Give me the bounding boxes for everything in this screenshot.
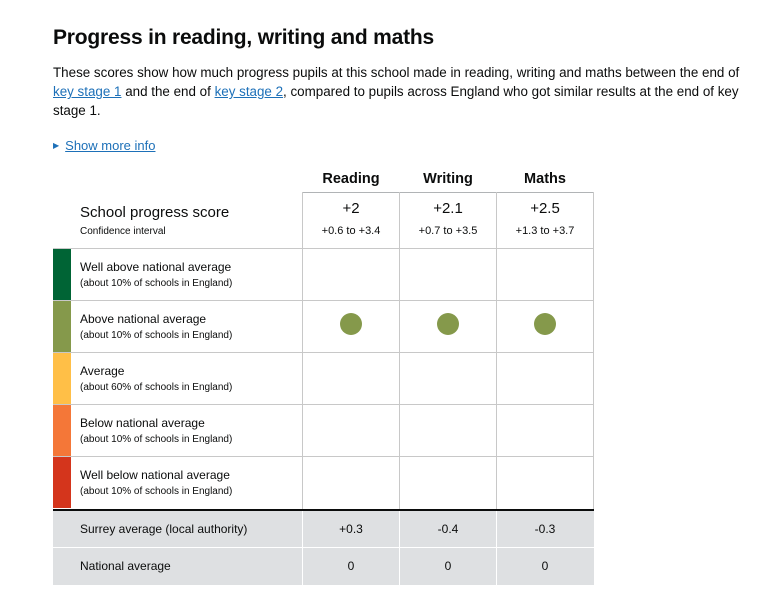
row-divider — [53, 352, 594, 353]
intro-text-1: These scores show how much progress pupils at this school made in reading, writing and maths between the end of — [53, 65, 740, 80]
column-divider — [302, 192, 303, 510]
column-divider — [302, 548, 303, 585]
column-header-reading: Reading — [322, 171, 380, 187]
key-stage-2-link[interactable]: key stage 2 — [214, 84, 284, 99]
band-swatch-above — [53, 301, 71, 352]
reading-confidence-interval: +0.6 to +3.4 — [321, 225, 381, 237]
intro-text-2: and the end of — [121, 84, 215, 99]
column-header-maths: Maths — [524, 171, 566, 187]
column-divider — [496, 511, 497, 547]
column-divider — [399, 511, 400, 547]
column-divider — [593, 192, 594, 510]
column-divider — [496, 548, 497, 585]
reading-result-dot — [340, 313, 362, 335]
column-divider — [496, 192, 497, 510]
local-authority-row — [53, 511, 594, 547]
triangle-right-icon: ▶ — [53, 141, 60, 150]
row-divider — [53, 404, 594, 405]
maths-score: +2.5 — [530, 200, 560, 217]
band-label-well-above: Well above national average — [80, 260, 232, 274]
maths-confidence-interval: +1.3 to +3.7 — [515, 225, 575, 237]
column-header-writing: Writing — [423, 171, 473, 187]
column-divider — [399, 192, 400, 510]
writing-result-dot — [437, 313, 459, 335]
confidence-interval-label: Confidence interval — [80, 226, 166, 237]
reading-score: +2 — [342, 200, 360, 217]
band-label-well-below: Well below national average — [80, 468, 230, 482]
national-reading: 0 — [347, 559, 355, 573]
row-divider — [53, 456, 594, 457]
school-progress-score-label: School progress score — [80, 204, 230, 221]
band-sub-above: (about 10% of schools in England) — [80, 330, 233, 341]
band-sub-well-below: (about 10% of schools in England) — [80, 486, 233, 497]
local-authority-reading: +0.3 — [339, 522, 363, 536]
row-divider — [53, 248, 594, 249]
maths-result-dot — [534, 313, 556, 335]
band-sub-well-above: (about 10% of schools in England) — [80, 278, 233, 289]
band-label-average: Average — [80, 364, 125, 378]
national-maths: 0 — [541, 559, 549, 573]
band-label-below: Below national average — [80, 416, 205, 430]
show-more-info-toggle[interactable] — [53, 138, 155, 153]
national-average-label: National average — [80, 559, 171, 573]
show-more-info-label: Show more info — [65, 138, 156, 153]
key-stage-1-link[interactable]: key stage 1 — [53, 84, 122, 99]
column-divider — [302, 511, 303, 547]
intro-paragraph — [53, 63, 743, 120]
band-swatch-average — [53, 353, 71, 404]
band-sub-average: (about 60% of schools in England) — [80, 382, 233, 393]
writing-score: +2.1 — [433, 200, 463, 217]
header-divider — [303, 192, 594, 193]
national-average-row — [53, 548, 594, 585]
intro-text-3: , compared to pupils across England who got similar results at the end of key stage 1. — [53, 84, 739, 118]
band-sub-below: (about 10% of schools in England) — [80, 434, 233, 445]
band-swatch-well-below — [53, 457, 71, 508]
local-authority-writing: -0.4 — [437, 522, 459, 536]
local-authority-maths: -0.3 — [534, 522, 556, 536]
band-swatch-below — [53, 405, 71, 456]
column-divider — [399, 548, 400, 585]
band-label-above: Above national average — [80, 312, 207, 326]
row-divider — [53, 300, 594, 301]
writing-confidence-interval: +0.7 to +3.5 — [418, 225, 478, 237]
local-authority-label: Surrey average (local authority) — [80, 522, 248, 536]
page-title: Progress in reading, writing and maths — [53, 26, 434, 49]
national-writing: 0 — [444, 559, 452, 573]
band-swatch-well-above — [53, 249, 71, 300]
